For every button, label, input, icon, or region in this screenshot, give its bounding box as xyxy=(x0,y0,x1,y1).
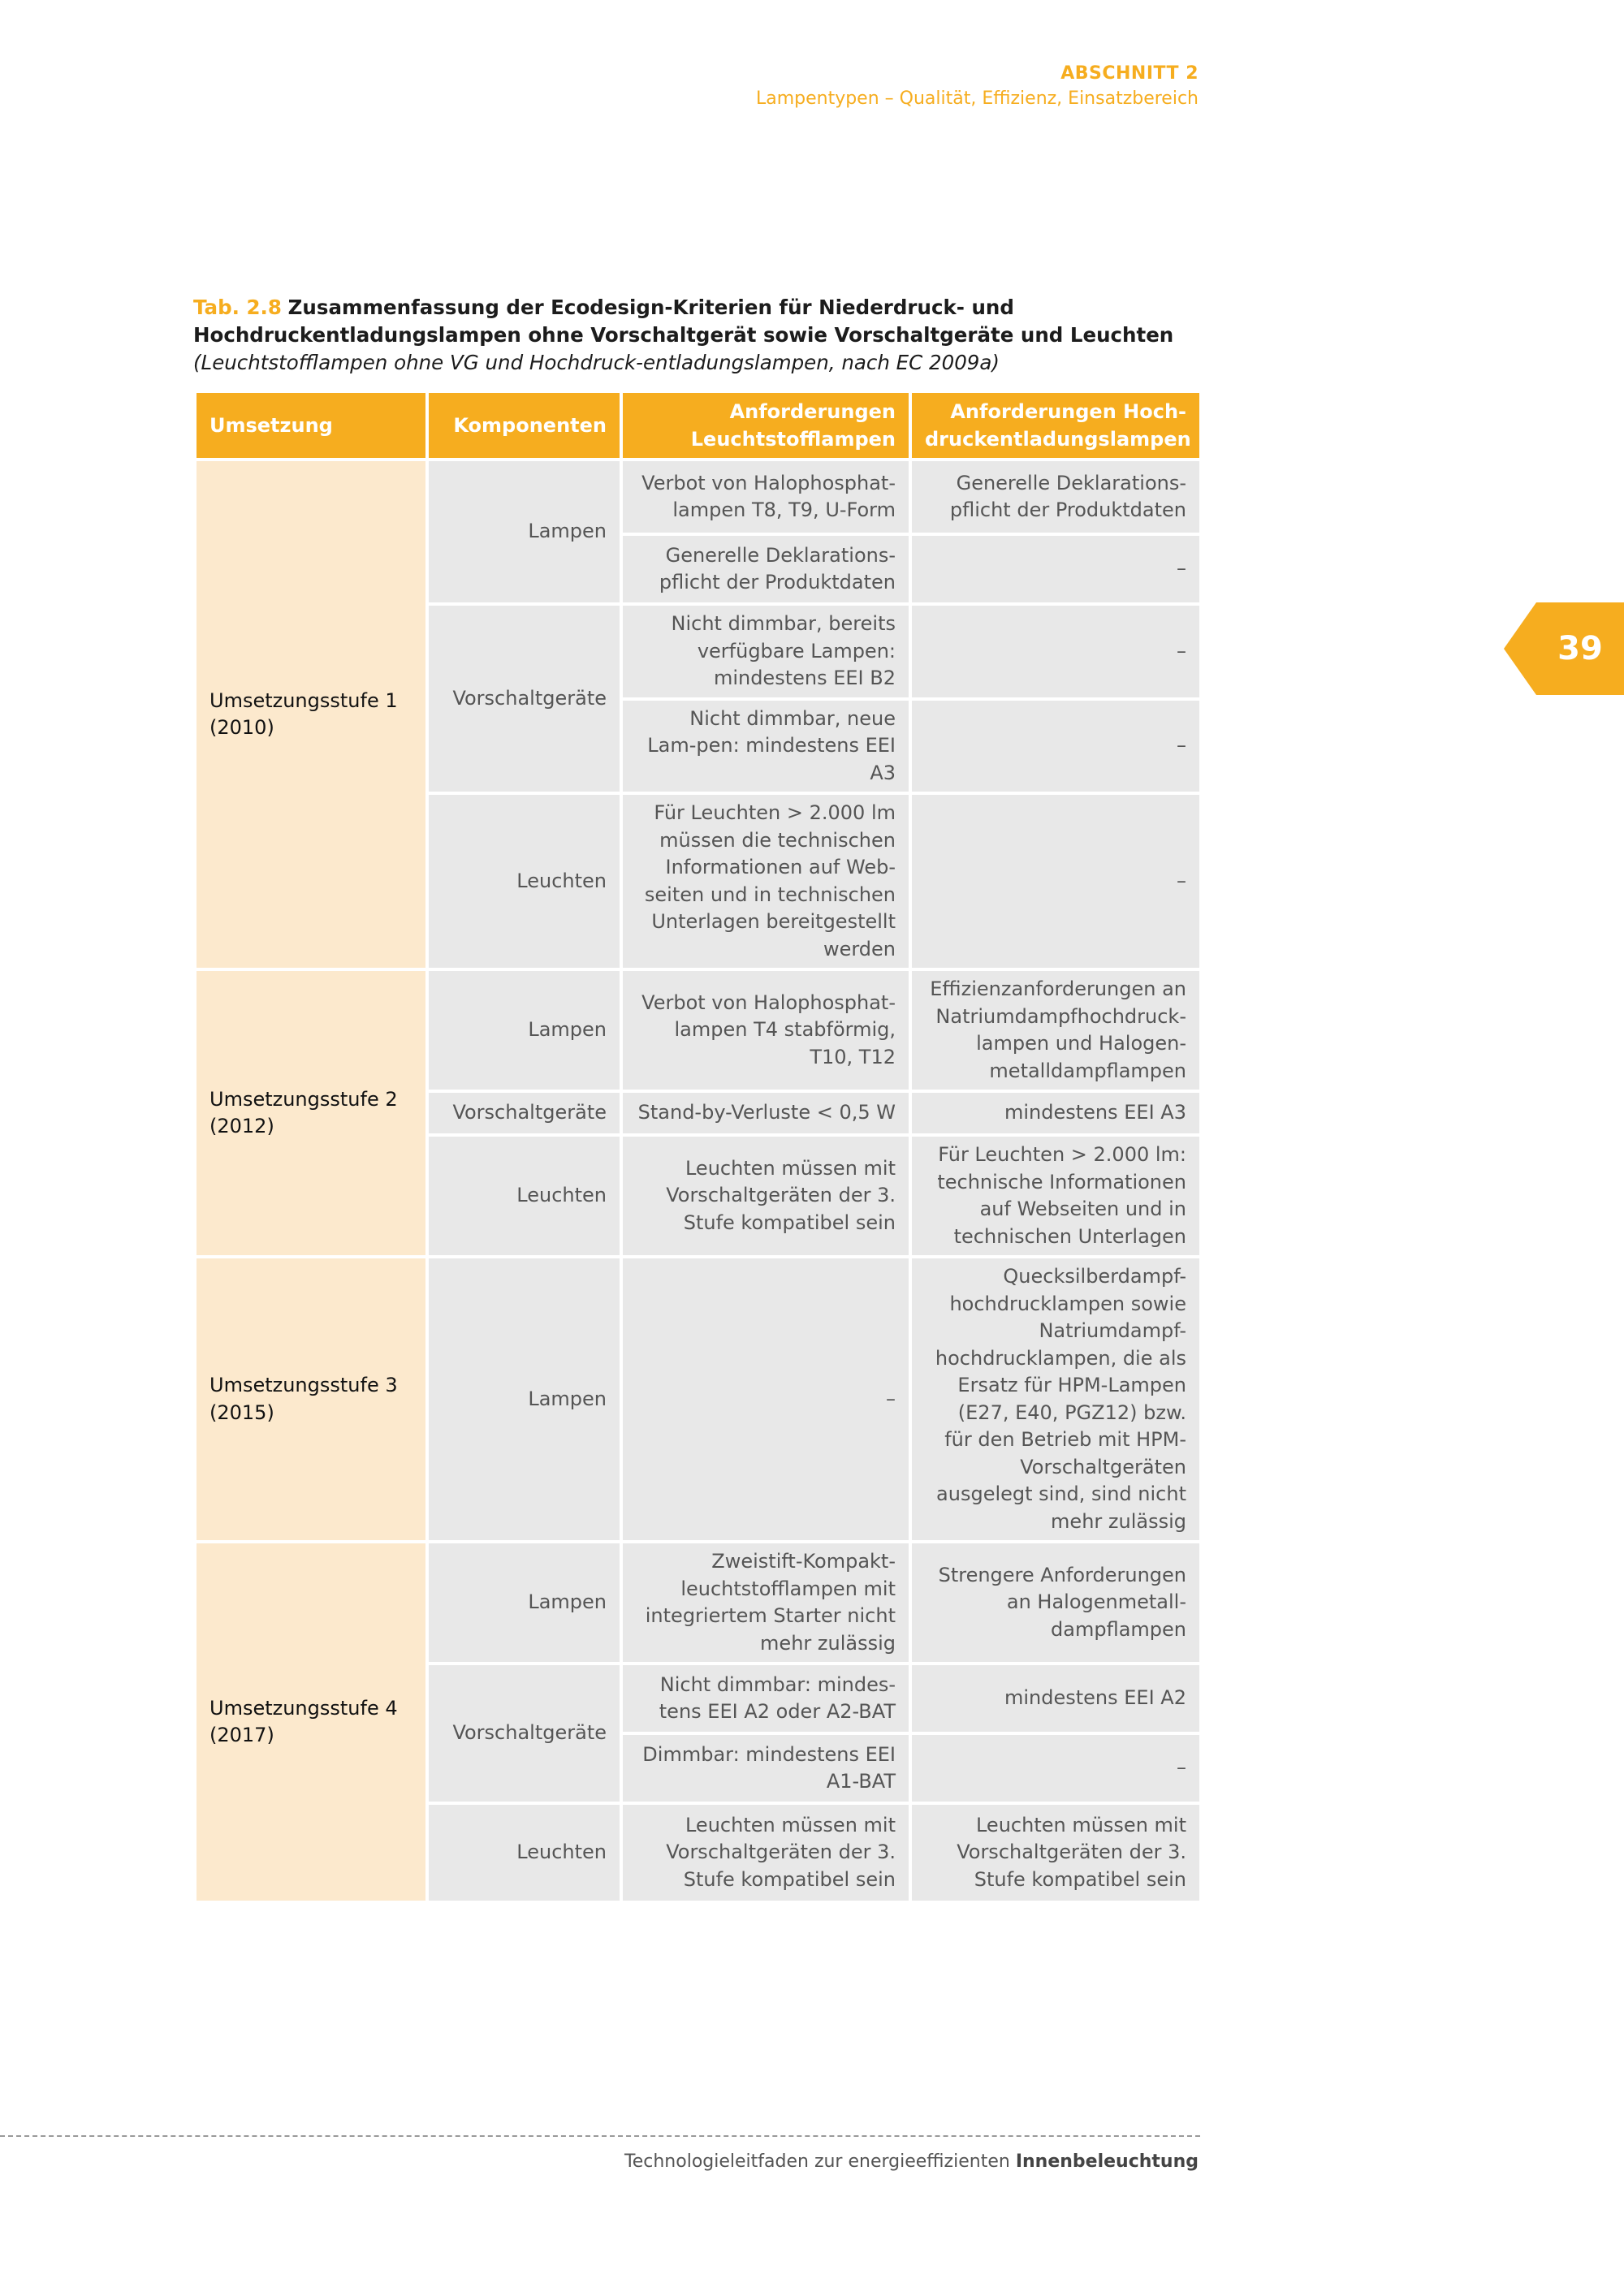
stage-2-year: (2012) xyxy=(209,1115,274,1137)
component-lampen: Lampen xyxy=(429,1258,620,1540)
cell-hochdruck: Für Leuchten > 2.000 lm: technische Informationen auf Webseiten und in technischen Unterlagen xyxy=(912,1137,1199,1255)
cell-leuchtstoff: Generelle Deklarations-pflicht der Produktdaten xyxy=(623,536,909,602)
cell-leuchtstoff: Leuchten müssen mit Vorschaltgeräten der 3. Stufe kompatibel sein xyxy=(623,1137,909,1255)
table-source: (Leuchtstofflampen ohne VG und Hochdruck-entladungslampen, nach EC 2009a) xyxy=(193,351,1000,374)
page-header xyxy=(756,62,1199,112)
section-label: ABSCHNITT 2 xyxy=(1060,63,1199,84)
footer-divider xyxy=(0,2135,1200,2137)
table-row xyxy=(197,971,1199,1090)
table-row xyxy=(197,1258,1199,1540)
component-leuchten: Leuchten xyxy=(429,1137,620,1255)
col-header-leuchtstofflampen xyxy=(623,393,909,458)
stage-3-cell xyxy=(197,1258,425,1540)
cell-leuchtstoff: Für Leuchten > 2.000 lm müssen die technischen Informationen auf Web-seiten und in technischen Unterlagen bereitgestellt werden xyxy=(623,795,909,968)
footer-text: Technologieleitfaden zur energieeffizienten xyxy=(624,2151,1010,2172)
component-lampen: Lampen xyxy=(429,971,620,1090)
col-header-hochdruck xyxy=(912,393,1199,458)
stage-4-label: Umsetzungsstufe 4 xyxy=(209,1696,398,1720)
cell-leuchtstoff: Stand-by-Verluste < 0,5 W xyxy=(623,1093,909,1133)
cell-hochdruck: – xyxy=(912,606,1199,697)
component-leuchten: Leuchten xyxy=(429,1805,620,1901)
col-header-hochdruck-line1: Anforderungen Hoch- xyxy=(950,400,1186,423)
stage-2-label: Umsetzungsstufe 2 xyxy=(209,1087,398,1111)
header-row xyxy=(197,393,1199,458)
col-header-komponenten: Komponenten xyxy=(429,393,620,458)
stage-4-cell xyxy=(197,1543,425,1901)
component-vorschaltgeraete: Vorschaltgeräte xyxy=(429,606,620,792)
stage-4-year: (2017) xyxy=(209,1724,274,1746)
section-subtitle: Lampentypen – Qualität, Effizienz, Einsatzbereich xyxy=(755,88,1199,109)
cell-hochdruck: mindestens EEI A2 xyxy=(912,1665,1199,1732)
col-header-leuchtstoff-line1: Anforderungen xyxy=(729,400,896,423)
ecodesign-table xyxy=(193,390,1203,1904)
component-vorschaltgeraete: Vorschaltgeräte xyxy=(429,1093,620,1133)
cell-hochdruck: Generelle Deklarations-pflicht der Produktdaten xyxy=(912,461,1199,533)
cell-hochdruck: Leuchten müssen mit Vorschaltgeräten der 3. Stufe kompatibel sein xyxy=(912,1805,1199,1901)
cell-hochdruck: – xyxy=(912,795,1199,968)
stage-1-cell xyxy=(197,461,425,968)
col-header-umsetzung: Umsetzung xyxy=(197,393,425,458)
cell-leuchtstoff: Nicht dimmbar: mindes-tens EEI A2 oder A2-BAT xyxy=(623,1665,909,1732)
stage-1-year: (2010) xyxy=(209,716,274,739)
component-vorschaltgeraete: Vorschaltgeräte xyxy=(429,1665,620,1802)
cell-leuchtstoff: Dimmbar: mindestens EEI A1-BAT xyxy=(623,1735,909,1802)
cell-leuchtstoff: – xyxy=(623,1258,909,1540)
cell-hochdruck: Strengere Anforderungen an Halogenmetall-dampflampen xyxy=(912,1543,1199,1662)
table-title: Zusammenfassung der Ecodesign-Kriterien für Niederdruck- und Hochdruckentladungslampen ohne Vorschaltgerät sowie Vorschaltgeräte und Leuchten xyxy=(193,296,1174,347)
col-header-leuchtstoff-line2: Leuchtstofflampen xyxy=(690,428,896,451)
page-number-tab xyxy=(1504,602,1624,695)
cell-leuchtstoff: Nicht dimmbar, neue Lam-pen: mindestens EEI A3 xyxy=(623,701,909,792)
col-header-hochdruck-line2: druckentladungslampen xyxy=(925,428,1191,451)
cell-hochdruck: mindestens EEI A3 xyxy=(912,1093,1199,1133)
cell-hochdruck: Effizienzanforderungen an Natriumdampfhochdruck-lampen und Halogen-metalldampflampen xyxy=(912,971,1199,1090)
footer-bold: Innenbeleuchtung xyxy=(1015,2151,1199,2172)
table-row xyxy=(197,461,1199,533)
cell-leuchtstoff: Zweistift-Kompakt-leuchtstofflampen mit integriertem Starter nicht mehr zulässig xyxy=(623,1543,909,1662)
page-number: 39 xyxy=(1557,630,1603,667)
cell-hochdruck: Quecksilberdampf-hochdrucklampen sowie Natriumdampf-hochdrucklampen, die als Ersatz für HPM-Lampen (E27, E40, PGZ12) bzw. für den Betrieb mit HPM-Vorschaltgeräten ausgelegt sind, sind nicht mehr zulässig xyxy=(912,1258,1199,1540)
component-lampen: Lampen xyxy=(429,461,620,602)
cell-leuchtstoff: Verbot von Halophosphat-lampen T4 stabförmig, T10, T12 xyxy=(623,971,909,1090)
cell-hochdruck: – xyxy=(912,701,1199,792)
stage-2-cell xyxy=(197,971,425,1255)
component-lampen: Lampen xyxy=(429,1543,620,1662)
stage-1-label: Umsetzungsstufe 1 xyxy=(209,688,398,712)
cell-leuchtstoff: Leuchten müssen mit Vorschaltgeräten der 3. Stufe kompatibel sein xyxy=(623,1805,909,1901)
cell-hochdruck: – xyxy=(912,1735,1199,1802)
table-label: Tab. 2.8 xyxy=(193,296,282,319)
page-footer xyxy=(624,2151,1199,2172)
stage-3-year: (2015) xyxy=(209,1400,274,1424)
component-leuchten: Leuchten xyxy=(429,795,620,968)
cell-leuchtstoff: Verbot von Halophosphat-lampen T8, T9, U-Form xyxy=(623,461,909,533)
cell-leuchtstoff: Nicht dimmbar, bereits verfügbare Lampen: mindestens EEI B2 xyxy=(623,606,909,697)
table-row xyxy=(197,1543,1199,1662)
cell-hochdruck: – xyxy=(912,536,1199,602)
table-caption xyxy=(193,294,1200,377)
stage-3-label: Umsetzungsstufe 3 xyxy=(209,1374,398,1396)
